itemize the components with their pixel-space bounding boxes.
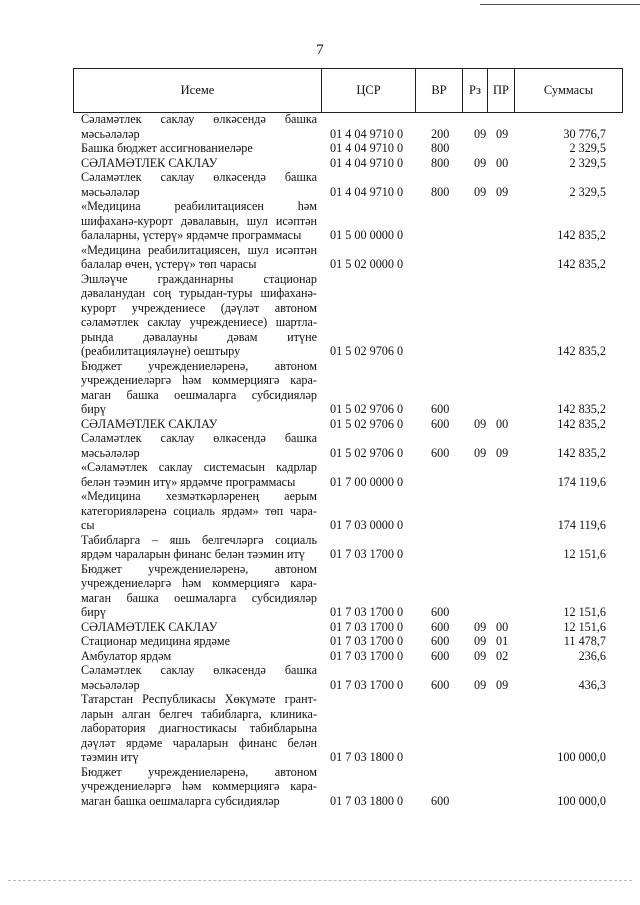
table-row [0, 431, 640, 460]
row-name [81, 533, 317, 562]
row-pr: 09 [496, 184, 509, 199]
table-row [0, 417, 640, 432]
row-name-line: «Медицина реабилитациясен һәм [81, 199, 317, 213]
row-csr: 01 7 00 0000 0 [330, 474, 404, 489]
row-sum: 30 776,7 [563, 126, 606, 141]
row-csr: 01 7 03 1700 0 [330, 634, 404, 648]
row-vr: 800 [431, 155, 450, 170]
table-row [0, 243, 640, 272]
row-name-line: Сәламәтлек саклау өлкәсендә башка [81, 112, 317, 126]
table-row [0, 692, 640, 765]
row-name [81, 156, 317, 171]
row-vr: 600 [431, 634, 450, 648]
row-csr: 01 7 03 0000 0 [330, 518, 404, 532]
table-row [0, 359, 640, 417]
row-csr: 01 4 04 9710 0 [330, 126, 404, 141]
row-name-line: Сәламәтлек саклау өлкәсендә башка [81, 431, 317, 445]
row-name [81, 431, 317, 460]
row-sum: 174 119,6 [557, 474, 606, 489]
row-csr: 01 7 03 1700 0 [330, 619, 404, 634]
row-sum: 12 151,6 [563, 547, 606, 561]
table-row [0, 634, 640, 649]
row-csr: 01 4 04 9710 0 [330, 141, 404, 155]
row-name-line: маган башка оешмаларга субсидияләр [81, 590, 317, 605]
table-row [0, 170, 640, 199]
row-vr: 600 [431, 619, 450, 634]
row-sum: 174 119,6 [557, 518, 606, 532]
row-name [81, 199, 317, 243]
row-name-line: Сәламәтлек саклау өлкәсендә башка [81, 170, 317, 184]
row-name-line: дәүләт ярдәме чараларын финанс белән [81, 735, 317, 750]
table-row [0, 141, 640, 156]
row-name-line: СӘЛАМӘТЛЕК САКЛАУ [81, 155, 218, 170]
row-rz: 09 [474, 155, 487, 170]
scan-edge-top [480, 4, 640, 5]
row-name-line: Сәламәтлек саклау өлкәсендә башка [81, 663, 317, 677]
row-pr: 01 [496, 634, 509, 648]
row-name [81, 765, 317, 809]
page-number: 7 [316, 42, 324, 58]
row-csr: 01 5 02 9706 0 [330, 344, 404, 358]
row-csr: 01 7 03 1700 0 [330, 547, 404, 561]
row-name [81, 112, 317, 141]
scan-edge-bottom [8, 880, 632, 881]
table-row [0, 663, 640, 692]
row-name-line: Бюджет учреждениеләренә, автоном [81, 358, 317, 373]
row-pr: 09 [496, 677, 509, 692]
row-name-line: ярдәм чараларын финанс белән тәэмин итү [81, 547, 305, 561]
row-vr: 800 [431, 141, 450, 155]
row-name-line: мәсьәләләр [81, 677, 140, 692]
row-name-line: шифаханә-курорт дәвалавын, шул исәптән [81, 213, 317, 228]
row-name [81, 663, 317, 692]
row-name-line: лаборатория диагностикасы табибларына [81, 721, 317, 735]
row-name-line: Бюджет учреждениеләренә, автоном [81, 764, 317, 779]
row-name-line: балаларны, үстерү» ярдәмче программасы [81, 228, 302, 242]
row-name-line: маган башка оешмаларга субсидияләр [81, 387, 317, 402]
row-sum: 2 329,5 [569, 155, 606, 170]
row-name [81, 141, 317, 156]
table-row [0, 112, 640, 141]
row-sum: 100 000,0 [557, 750, 606, 764]
row-sum: 236,6 [578, 648, 606, 663]
row-name-line: (реабилитацияләүне) оештыру [81, 344, 241, 358]
header-vr: ВР [415, 69, 462, 112]
row-sum: 12 151,6 [563, 605, 606, 619]
row-name [81, 489, 317, 533]
row-sum: 100 000,0 [557, 793, 606, 808]
row-vr: 200 [431, 126, 450, 141]
row-name-line: «Медицина хезмәткәрләренең аерым [81, 489, 317, 503]
header-rz: Рз [462, 69, 487, 112]
row-name-line: Эшләүче гражданнарны стационар [81, 271, 317, 286]
table-row [0, 156, 640, 171]
row-name [81, 243, 317, 272]
row-vr: 600 [431, 677, 450, 692]
table-row [0, 562, 640, 620]
row-sum: 436,3 [578, 677, 606, 692]
row-name-line: Амбулатор ярдәм [81, 648, 172, 663]
row-name-line: мәсьәләләр [81, 445, 140, 460]
row-csr: 01 4 04 9710 0 [330, 155, 404, 170]
row-csr: 01 7 03 1800 0 [330, 793, 404, 808]
table-body [0, 112, 640, 808]
row-csr: 01 5 02 0000 0 [330, 257, 404, 271]
row-name [81, 170, 317, 199]
row-name-line: учреждениеләргә һәм коммерциягә кара- [81, 373, 317, 387]
row-sum: 142 835,2 [557, 445, 606, 460]
row-name-line: ларын алган белгеч табибларга, клиника- [81, 706, 317, 721]
row-name-line: тәэмин итү [81, 750, 139, 764]
row-name-line: рында дәвалауны дәвам итүне [81, 329, 317, 344]
row-csr: 01 7 03 1700 0 [330, 677, 404, 692]
row-name-line: Табибларга – яшь белгечләргә социаль [81, 532, 317, 547]
row-vr: 600 [431, 416, 450, 431]
row-name-line: учреждениеләргә һәм коммерциягә кара- [81, 576, 317, 590]
row-csr: 01 4 04 9710 0 [330, 184, 404, 199]
table-row [0, 649, 640, 664]
row-name-line: мәсьәләләр [81, 184, 140, 199]
row-name-line: сы [81, 518, 95, 532]
row-name [81, 460, 317, 489]
row-name-line: курорт учреждениесе (дәүләт автоном [81, 300, 317, 315]
row-rz: 09 [474, 445, 487, 460]
row-rz: 09 [474, 634, 487, 648]
row-name-line: СӘЛАМӘТЛЕК САКЛАУ [81, 416, 218, 431]
row-sum: 142 835,2 [557, 257, 606, 271]
row-rz: 09 [474, 416, 487, 431]
table-row [0, 460, 640, 489]
row-name-line: Татарстан Республикасы Хөкүмәте грант- [81, 692, 317, 706]
row-name-line: Стационар медицина ярдәме [81, 634, 231, 648]
row-name-line: «Сәламәтлек саклау системасын кадрлар [81, 460, 317, 474]
row-pr: 00 [496, 416, 509, 431]
row-name-line: Башка бюджет ассигнованиеләре [81, 141, 253, 155]
row-name-line: учреждениеләргә һәм коммерциягә кара- [81, 779, 317, 793]
row-sum: 11 478,7 [563, 634, 606, 648]
row-name-line: мәсьәләләр [81, 126, 140, 141]
row-pr: 00 [496, 619, 509, 634]
row-name [81, 272, 317, 359]
row-sum: 12 151,6 [563, 619, 606, 634]
row-pr: 09 [496, 445, 509, 460]
table-row [0, 765, 640, 809]
table-row [0, 489, 640, 533]
row-name [81, 417, 317, 432]
row-vr: 600 [431, 402, 450, 416]
row-vr: 600 [431, 793, 450, 808]
table-row [0, 533, 640, 562]
row-name-line: балалар өчен, үстерү» төп чарасы [81, 257, 257, 271]
row-name [81, 692, 317, 765]
row-name-line: категорияләренә социаль ярдәм» төп чара- [81, 503, 317, 518]
header-pr: ПР [487, 69, 514, 112]
row-sum: 142 835,2 [557, 416, 606, 431]
table-row [0, 272, 640, 359]
row-csr: 01 7 03 1800 0 [330, 750, 404, 764]
row-rz: 09 [474, 126, 487, 141]
row-csr: 01 5 02 9706 0 [330, 445, 404, 460]
row-sum: 2 329,5 [569, 184, 606, 199]
row-name-line: дәваланудан соң турыдан-туры шифаханә- [81, 286, 317, 300]
row-name-line: бирү [81, 605, 106, 619]
row-name [81, 562, 317, 620]
row-sum: 142 835,2 [557, 228, 606, 242]
header-name: Исеме [180, 83, 215, 97]
row-pr: 00 [496, 155, 509, 170]
row-name [81, 359, 317, 417]
row-vr: 800 [431, 184, 450, 199]
row-rz: 09 [474, 648, 487, 663]
table-row [0, 620, 640, 635]
row-rz: 09 [474, 677, 487, 692]
row-pr: 09 [496, 126, 509, 141]
row-sum: 142 835,2 [557, 344, 606, 358]
row-name-line: белән тәэмин итү» ярдәмче программасы [81, 474, 296, 489]
table-header [73, 68, 623, 113]
row-sum: 2 329,5 [569, 141, 606, 155]
row-csr: 01 5 02 9706 0 [330, 416, 404, 431]
row-name-line: маган башка оешмаларга субсидияләр [81, 793, 280, 808]
row-pr: 02 [496, 648, 509, 663]
row-vr: 600 [431, 648, 450, 663]
row-csr: 01 5 02 9706 0 [330, 402, 404, 416]
header-csr: ЦСР [321, 69, 415, 112]
row-csr: 01 5 00 0000 0 [330, 228, 404, 242]
row-name-line: бирү [81, 402, 106, 416]
row-csr: 01 7 03 1700 0 [330, 648, 404, 663]
row-csr: 01 7 03 1700 0 [330, 605, 404, 619]
row-name-line: Бюджет учреждениеләренә, автоном [81, 561, 317, 576]
row-name-line: «Медицина реабилитациясен, шул исәптән [81, 242, 317, 257]
row-rz: 09 [474, 619, 487, 634]
row-vr: 600 [431, 605, 450, 619]
row-vr: 600 [431, 445, 450, 460]
row-name [81, 649, 317, 664]
row-rz: 09 [474, 184, 487, 199]
header-sum: Суммасы [514, 69, 622, 112]
row-name [81, 620, 317, 635]
row-name [81, 634, 317, 649]
row-name-line: СӘЛАМӘТЛЕК САКЛАУ [81, 619, 218, 634]
row-sum: 142 835,2 [557, 402, 606, 416]
row-name-line: сәламәтлек саклау учреждениесе) шартла- [81, 315, 317, 329]
table-row [0, 199, 640, 243]
